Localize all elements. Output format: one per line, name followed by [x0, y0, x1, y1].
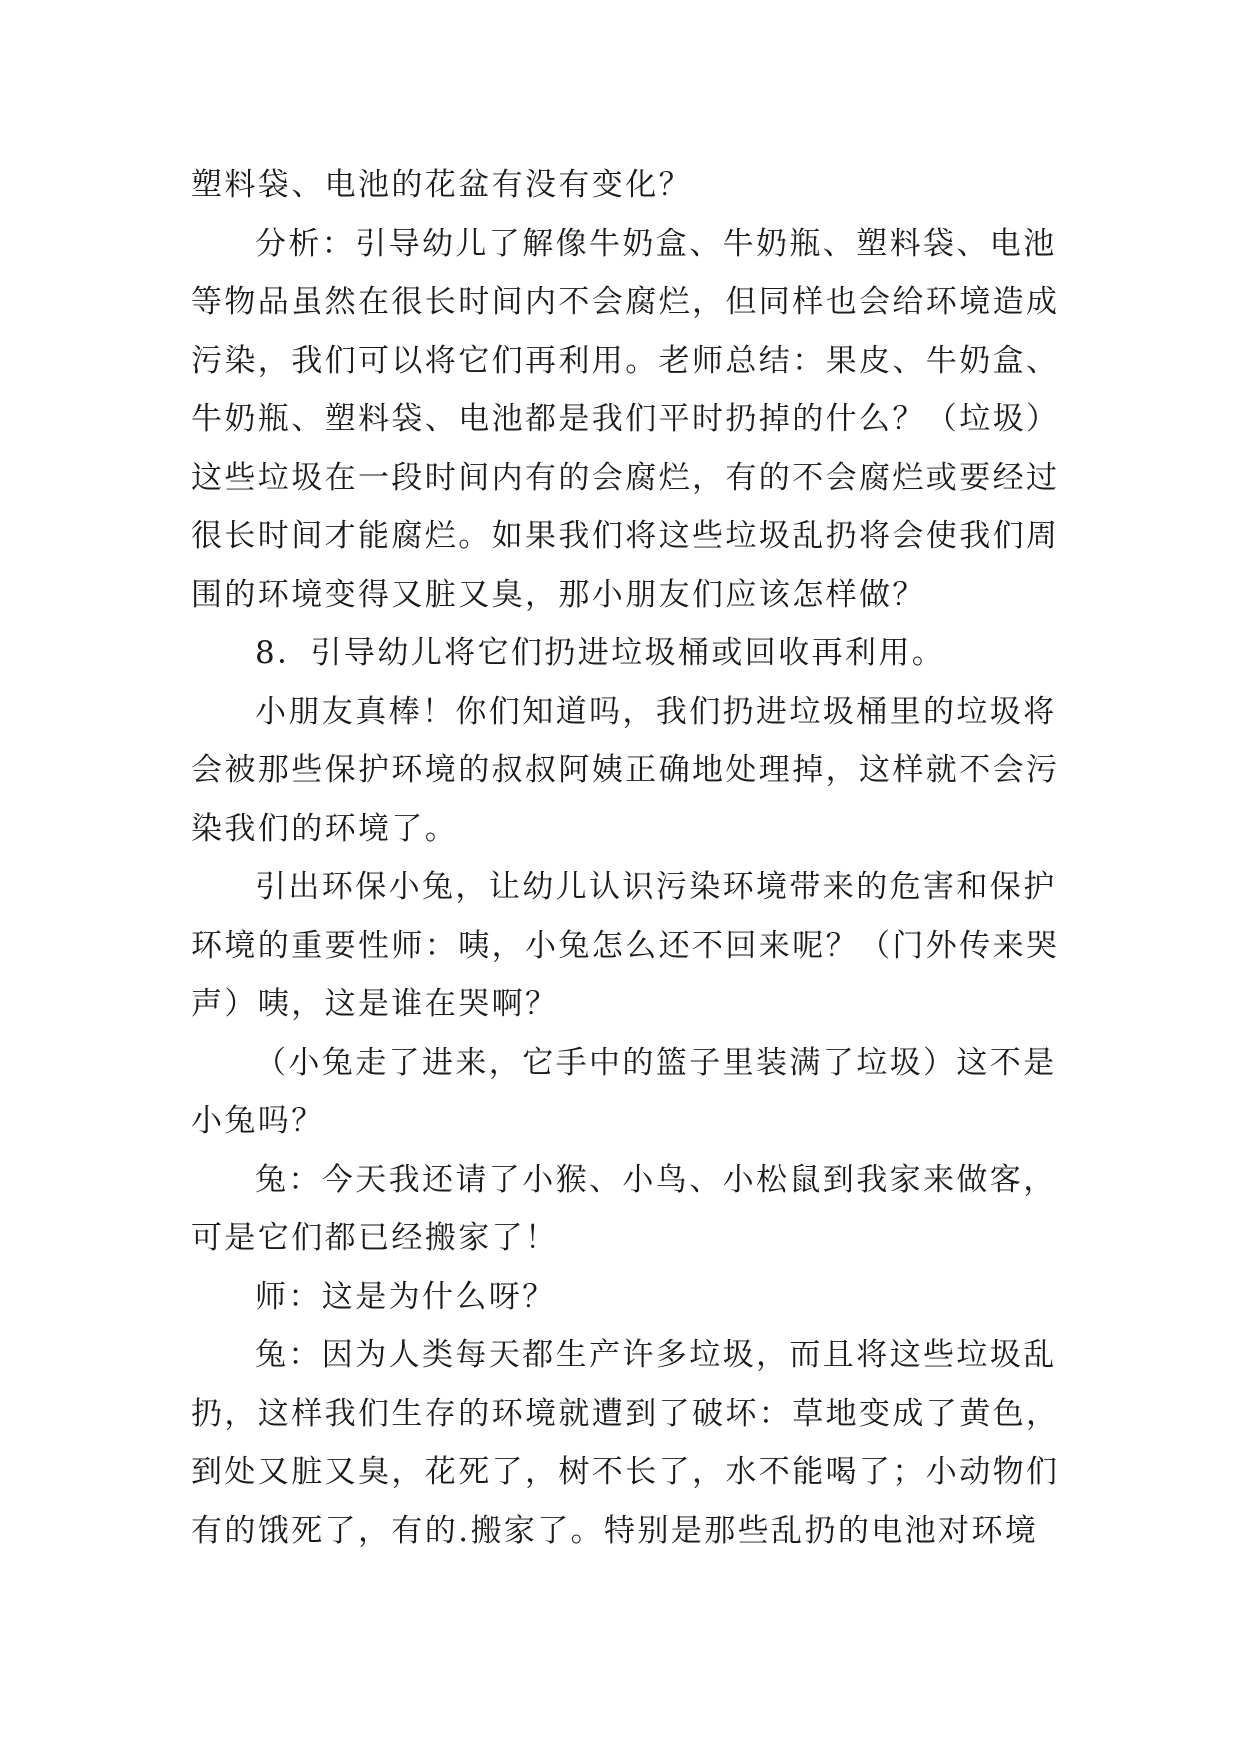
text-line: 小朋友真棒！你们知道吗，我们扔进垃圾桶里的垃圾将 — [255, 693, 1057, 730]
text-line: 会被那些保护环境的叔叔阿姨正确地处理掉，这样就不会污 — [191, 752, 1060, 788]
text-line: 等物品虽然在很长时间内不会腐烂，但同样也会给环境造成 — [191, 284, 1060, 320]
text-line: 染我们的环境了。 — [191, 810, 459, 847]
document-body — [191, 156, 1060, 1560]
text-line: 到处又脏又臭，花死了，树不长了，水不能喝了；小动物们 — [191, 1454, 1060, 1490]
text-line: 分析：引导幼儿了解像牛奶盒、牛奶瓶、塑料袋、电池 — [255, 225, 1057, 262]
text-line: 有的饿死了，有的.搬家了。特别是那些乱扔的电池对环境 — [191, 1512, 1039, 1549]
text-line: 围的环境变得又脏又臭，那小朋友们应该怎样做？ — [191, 576, 926, 613]
text-line: 环境的重要性师：咦，小兔怎么还不回来呢？（门外传来哭 — [191, 927, 1060, 964]
text-line: 8．引导幼儿将它们扔进垃圾桶或回收再利用。 — [255, 635, 946, 671]
text-line: 可是它们都已经搬家了！ — [191, 1220, 559, 1256]
text-line: 声）咦，这是谁在哭啊？ — [191, 986, 559, 1022]
text-line: 塑料袋、电池的花盆有没有变化？ — [191, 167, 692, 203]
text-line: 师：这是为什么呀？ — [255, 1278, 556, 1315]
text-line: 污染，我们可以将它们再利用。老师总结：果皮、牛奶盒、 — [191, 342, 1060, 379]
text-line: （小兔走了进来，它手中的篮子里装满了垃圾）这不是 — [255, 1044, 1057, 1081]
text-line: 牛奶瓶、塑料袋、电池都是我们平时扔掉的什么？（垃圾） — [191, 401, 1060, 437]
text-line: 小兔吗？ — [191, 1103, 325, 1139]
text-line: 兔：今天我还请了小猴、小鸟、小松鼠到我家来做客， — [255, 1161, 1057, 1198]
text-line: 扔，这样我们生存的环境就遭到了破坏：草地变成了黄色， — [191, 1395, 1060, 1432]
text-line: 很长时间才能腐烂。如果我们将这些垃圾乱扔将会使我们周 — [191, 518, 1060, 554]
text-line: 引出环保小兔，让幼儿认识污染环境带来的危害和保护 — [255, 869, 1057, 905]
text-line: 这些垃圾在一段时间内有的会腐烂，有的不会腐烂或要经过 — [191, 459, 1060, 496]
text-line: 兔：因为人类每天都生产许多垃圾，而且将这些垃圾乱 — [255, 1337, 1057, 1373]
